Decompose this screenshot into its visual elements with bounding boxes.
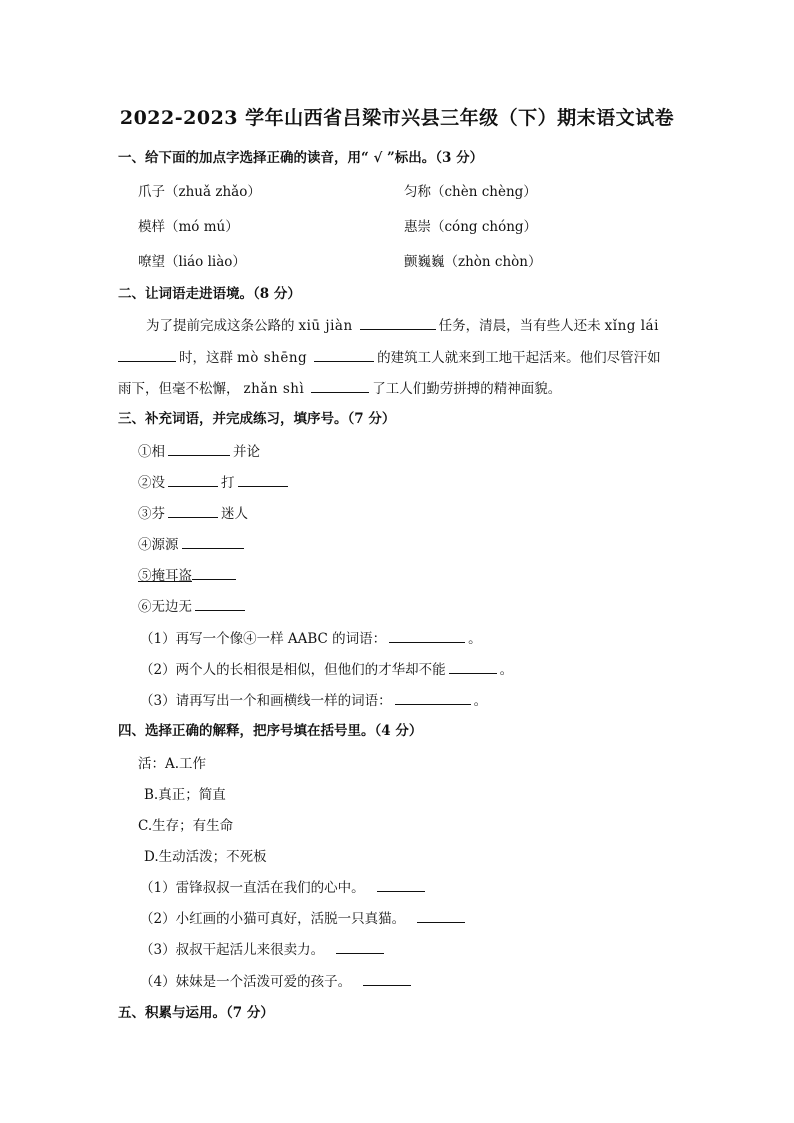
s4-question-2 xyxy=(140,907,468,927)
answer-blank[interactable] xyxy=(168,472,218,487)
s3-item-1 xyxy=(138,440,260,460)
s1-item-3: 模样（mó mú） xyxy=(138,219,239,235)
s4-q3-text: （3）叔叔干起活儿来很卖力。 xyxy=(140,942,325,958)
s3-q1-end: 。 xyxy=(468,631,482,647)
s4-def-a: 活：A.工作 xyxy=(138,756,207,772)
s1-item-6: 颤巍巍（zhòn chòn） xyxy=(404,254,542,270)
answer-blank[interactable] xyxy=(192,565,236,580)
s4-question-1 xyxy=(140,876,428,896)
answer-blank[interactable] xyxy=(314,347,374,362)
s3-item-4 xyxy=(138,533,247,553)
s3-item-2 xyxy=(138,471,291,491)
pinyin-xinglai: xǐng lái xyxy=(604,318,659,334)
answer-blank[interactable] xyxy=(377,877,425,892)
s2-line-2 xyxy=(118,346,661,366)
answer-blank[interactable] xyxy=(168,441,230,456)
section-2-heading: 二、让词语走进语境。（8 分） xyxy=(118,286,301,302)
s3-question-3 xyxy=(140,689,487,709)
s3-item-2-text-mid: 打 xyxy=(221,475,235,491)
answer-blank[interactable] xyxy=(238,472,288,487)
section-5-heading: 五、积累与运用。（7 分） xyxy=(118,1005,274,1021)
s3-item-2-text: ②没 xyxy=(138,475,165,491)
s1-item-5: 嘹望（liáo liào） xyxy=(138,254,246,270)
section-3-heading: 三、补充词语，并完成练习，填序号。（7 分） xyxy=(118,411,396,427)
s3-item-3-text: ③芬 xyxy=(138,506,165,522)
s2-line-3 xyxy=(118,377,561,397)
s2-text: 的建筑工人就来到工地干起活来。他们尽管汗如 xyxy=(377,350,661,366)
s3-item-1-text-end: 并论 xyxy=(233,444,260,460)
s2-text: 了工人们勤劳拼搏的精神面貌。 xyxy=(372,381,562,397)
page-title: 2022-2023 学年山西省吕梁市兴县三年级（下）期末语文试卷 xyxy=(119,107,675,129)
s4-question-4 xyxy=(140,970,414,990)
s3-q2-text: （2）两个人的长相很是相似，但他们的才华却不能 xyxy=(140,662,446,678)
s4-def-b: B.真正；简直 xyxy=(144,787,226,803)
answer-blank[interactable] xyxy=(168,503,218,518)
answer-blank[interactable] xyxy=(449,659,497,674)
s3-q2-end: 。 xyxy=(499,662,514,678)
s3-item-5-text: ⑤掩耳盗 xyxy=(138,568,192,584)
s3-q3-text: （3）请再写出一个和画横线一样的词语： xyxy=(140,693,392,709)
answer-blank[interactable] xyxy=(363,971,411,986)
answer-blank[interactable] xyxy=(389,628,465,643)
answer-blank[interactable] xyxy=(182,534,244,549)
s4-q2-text: （2）小红画的小猫可真好，活脱一只真猫。 xyxy=(140,911,406,927)
s4-q4-text: （4）妹妹是一个活泼可爱的孩子。 xyxy=(140,974,352,990)
s4-question-3 xyxy=(140,938,387,958)
section-1-heading: 一、给下面的加点字选择正确的读音，用“ √ ”标出。（3 分） xyxy=(118,150,484,166)
s3-item-3 xyxy=(138,502,248,522)
s2-text: 时，这群 xyxy=(179,350,233,366)
s3-item-6 xyxy=(138,595,248,615)
s2-line-1 xyxy=(146,314,663,334)
pinyin-mosheng: mò shēng xyxy=(237,350,308,366)
s3-item-4-text: ④源源 xyxy=(138,537,179,553)
answer-blank[interactable] xyxy=(417,908,465,923)
s1-item-1: 爪子（zhuǎ zhǎo） xyxy=(138,184,261,200)
answer-blank[interactable] xyxy=(395,690,471,705)
s3-q1-text: （1）再写一个像④一样 AABC 的词语： xyxy=(140,631,387,647)
s3-item-6-text: ⑥无边无 xyxy=(138,599,192,615)
s4-def-c: C.生存；有生命 xyxy=(138,818,234,834)
s3-item-3-text-end: 迷人 xyxy=(221,506,248,522)
answer-blank[interactable] xyxy=(118,347,176,362)
s3-item-1-text: ①相 xyxy=(138,444,165,460)
s3-item-5 xyxy=(138,564,239,584)
s2-text: 为了提前完成这条公路的 xyxy=(146,318,295,334)
pinyin-xiujian: xiū jiàn xyxy=(298,318,353,334)
s1-item-4: 惠崇（cóng chóng） xyxy=(404,219,538,235)
answer-blank[interactable] xyxy=(311,378,369,393)
answer-blank[interactable] xyxy=(336,939,384,954)
s4-q1-text: （1）雷锋叔叔一直活在我们的心中。 xyxy=(140,880,365,896)
answer-blank[interactable] xyxy=(195,596,245,611)
s3-question-1 xyxy=(140,627,482,647)
s1-item-2: 匀称（chèn chèng） xyxy=(404,184,537,200)
s2-text: 雨下，但毫不松懈， xyxy=(118,381,240,397)
s4-def-d: D.生动活泼；不死板 xyxy=(144,849,267,865)
s3-question-2 xyxy=(140,658,513,678)
s3-q3-end: 。 xyxy=(473,693,488,709)
pinyin-zhanshi: zhǎn shì xyxy=(243,381,305,397)
answer-blank[interactable] xyxy=(360,315,436,330)
section-4-heading: 四、选择正确的解释，把序号填在括号里。（4 分） xyxy=(118,723,423,739)
s2-text: 任务，清晨，当有些人还未 xyxy=(438,318,601,334)
